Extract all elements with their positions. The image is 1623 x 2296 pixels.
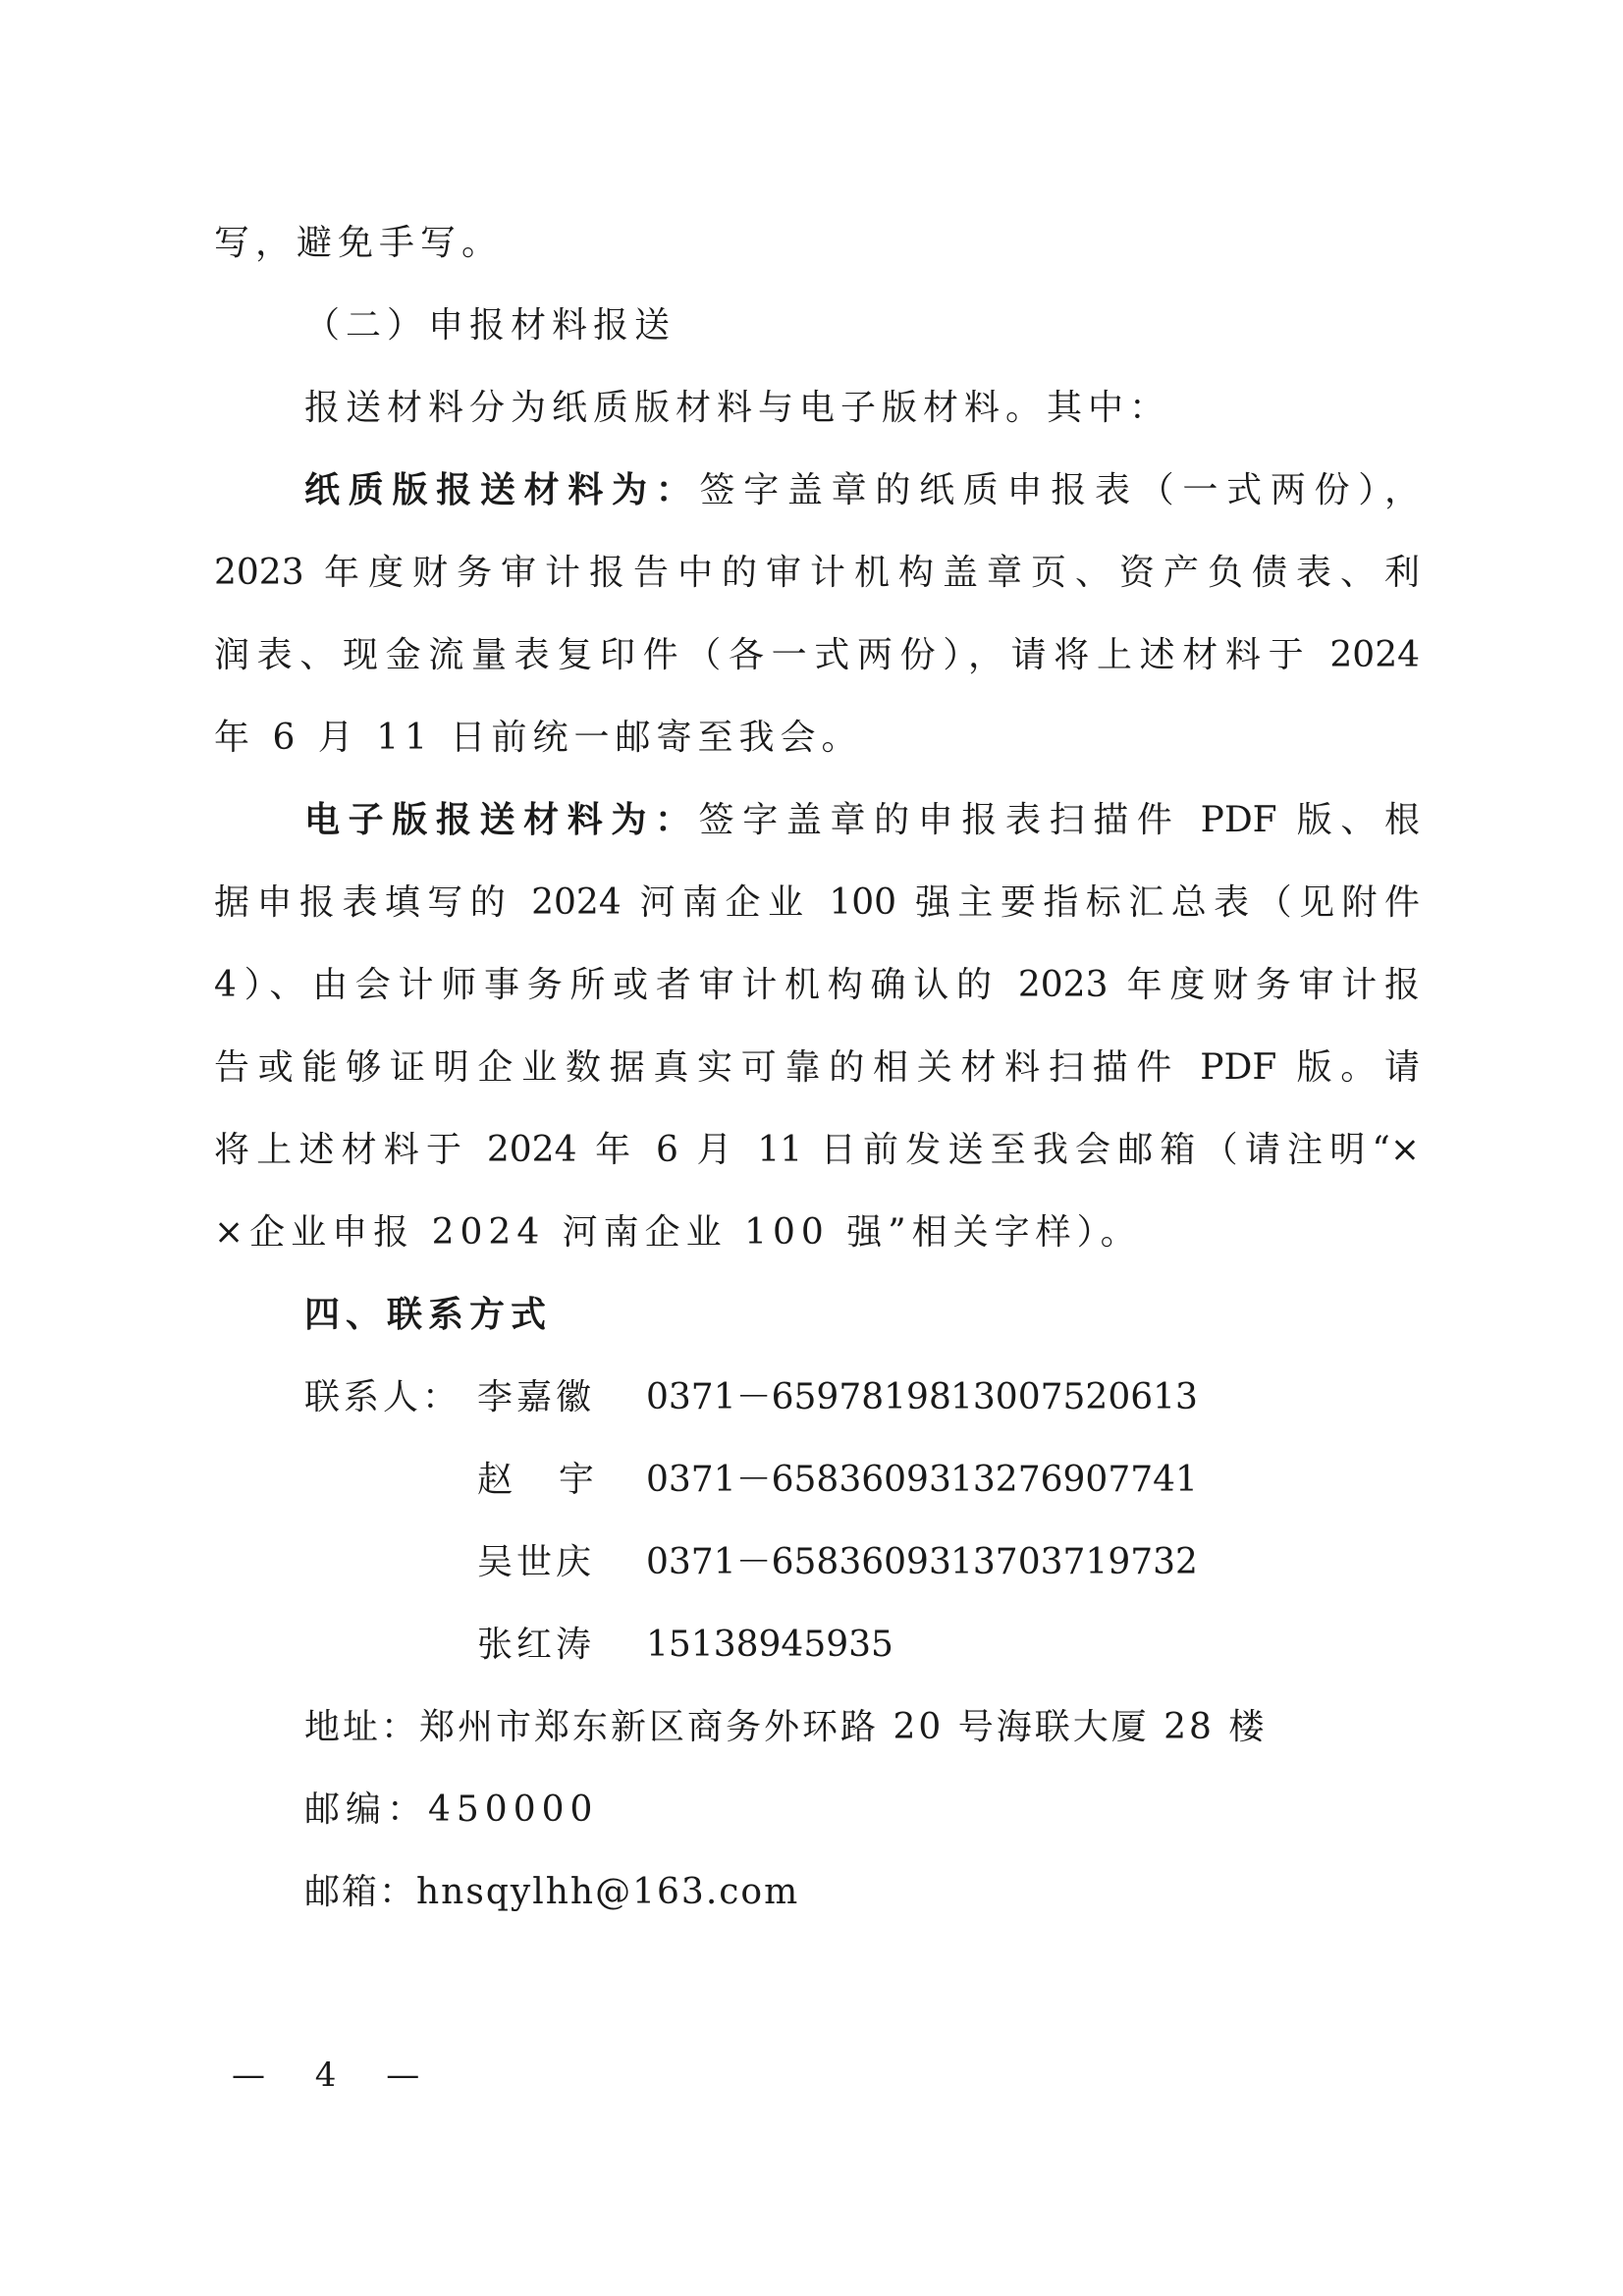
electronic-materials-label: 电子版报送材料为： [304,800,699,840]
paper-materials-line: 2023 年度财务审计报告中的审计机构盖章页、资产负债表、利 [214,553,1420,593]
paper-materials-line: 润表、现金流量表复印件（各一式两份），请将上述材料于 2024 [214,635,1420,675]
section-heading-submission: （二）申报材料报送 [304,305,676,346]
electronic-materials-line: 据申报表填写的 2024 河南企业 100 强主要指标汇总表（见附件 [214,882,1420,923]
electronic-materials-line: 4）、由会计师事务所或者审计机构确认的 2023 年度财务审计报 [214,965,1420,1005]
email-line: 邮箱：hnsqylhh@163.com [304,1872,800,1912]
submission-intro: 报送材料分为纸质版材料与电子版材料。其中： [304,388,1171,428]
postcode-line: 邮编：450000 [304,1789,599,1830]
contact-name: 张红涛 [477,1625,596,1665]
paper-materials-label: 纸质版报送材料为： [304,470,700,510]
contact-name: 李嘉徽 [477,1377,596,1417]
contact-phone: 0371－65836093 [646,1542,951,1582]
contact-name: 吴世庆 [477,1542,596,1582]
electronic-materials-first-line: 电子版报送材料为：签字盖章的申报表扫描件 PDF 版、根 [304,800,1420,840]
electronic-materials-line: 将上述材料于 2024 年 6 月 11 日前发送至我会邮箱（请注明“× [214,1130,1420,1170]
address-line: 地址：郑州市郑东新区商务外环路 20 号海联大厦 28 楼 [304,1707,1268,1747]
contact-phone: 0371－65836093 [646,1460,951,1500]
continuation-line: 写，避免手写。 [214,223,504,263]
section-heading-contact: 四、联系方式 [304,1295,553,1335]
contact-mobile: 13703719732 [950,1542,1198,1582]
contact-mobile: 13007520613 [950,1377,1198,1417]
contact-phone: 0371－65978198 [646,1377,951,1417]
contact-mobile: 13276907741 [950,1460,1198,1500]
page-number: — 4 — [232,2056,440,2095]
contacts-label: 联系人： [304,1377,462,1417]
paper-materials-line: 年 6 月 11 日前统一邮寄至我会。 [214,718,863,758]
contact-phone: 15138945935 [646,1625,893,1665]
contact-name: 赵 宇 [477,1460,602,1500]
paper-materials-first-line: 纸质版报送材料为：签字盖章的纸质申报表（一式两份）， [304,470,1420,510]
electronic-materials-line: 告或能够证明企业数据真实可靠的相关材料扫描件 PDF 版。请 [214,1047,1420,1088]
electronic-materials-line: ×企业申报 2024 河南企业 100 强”相关字样）。 [214,1212,1142,1253]
